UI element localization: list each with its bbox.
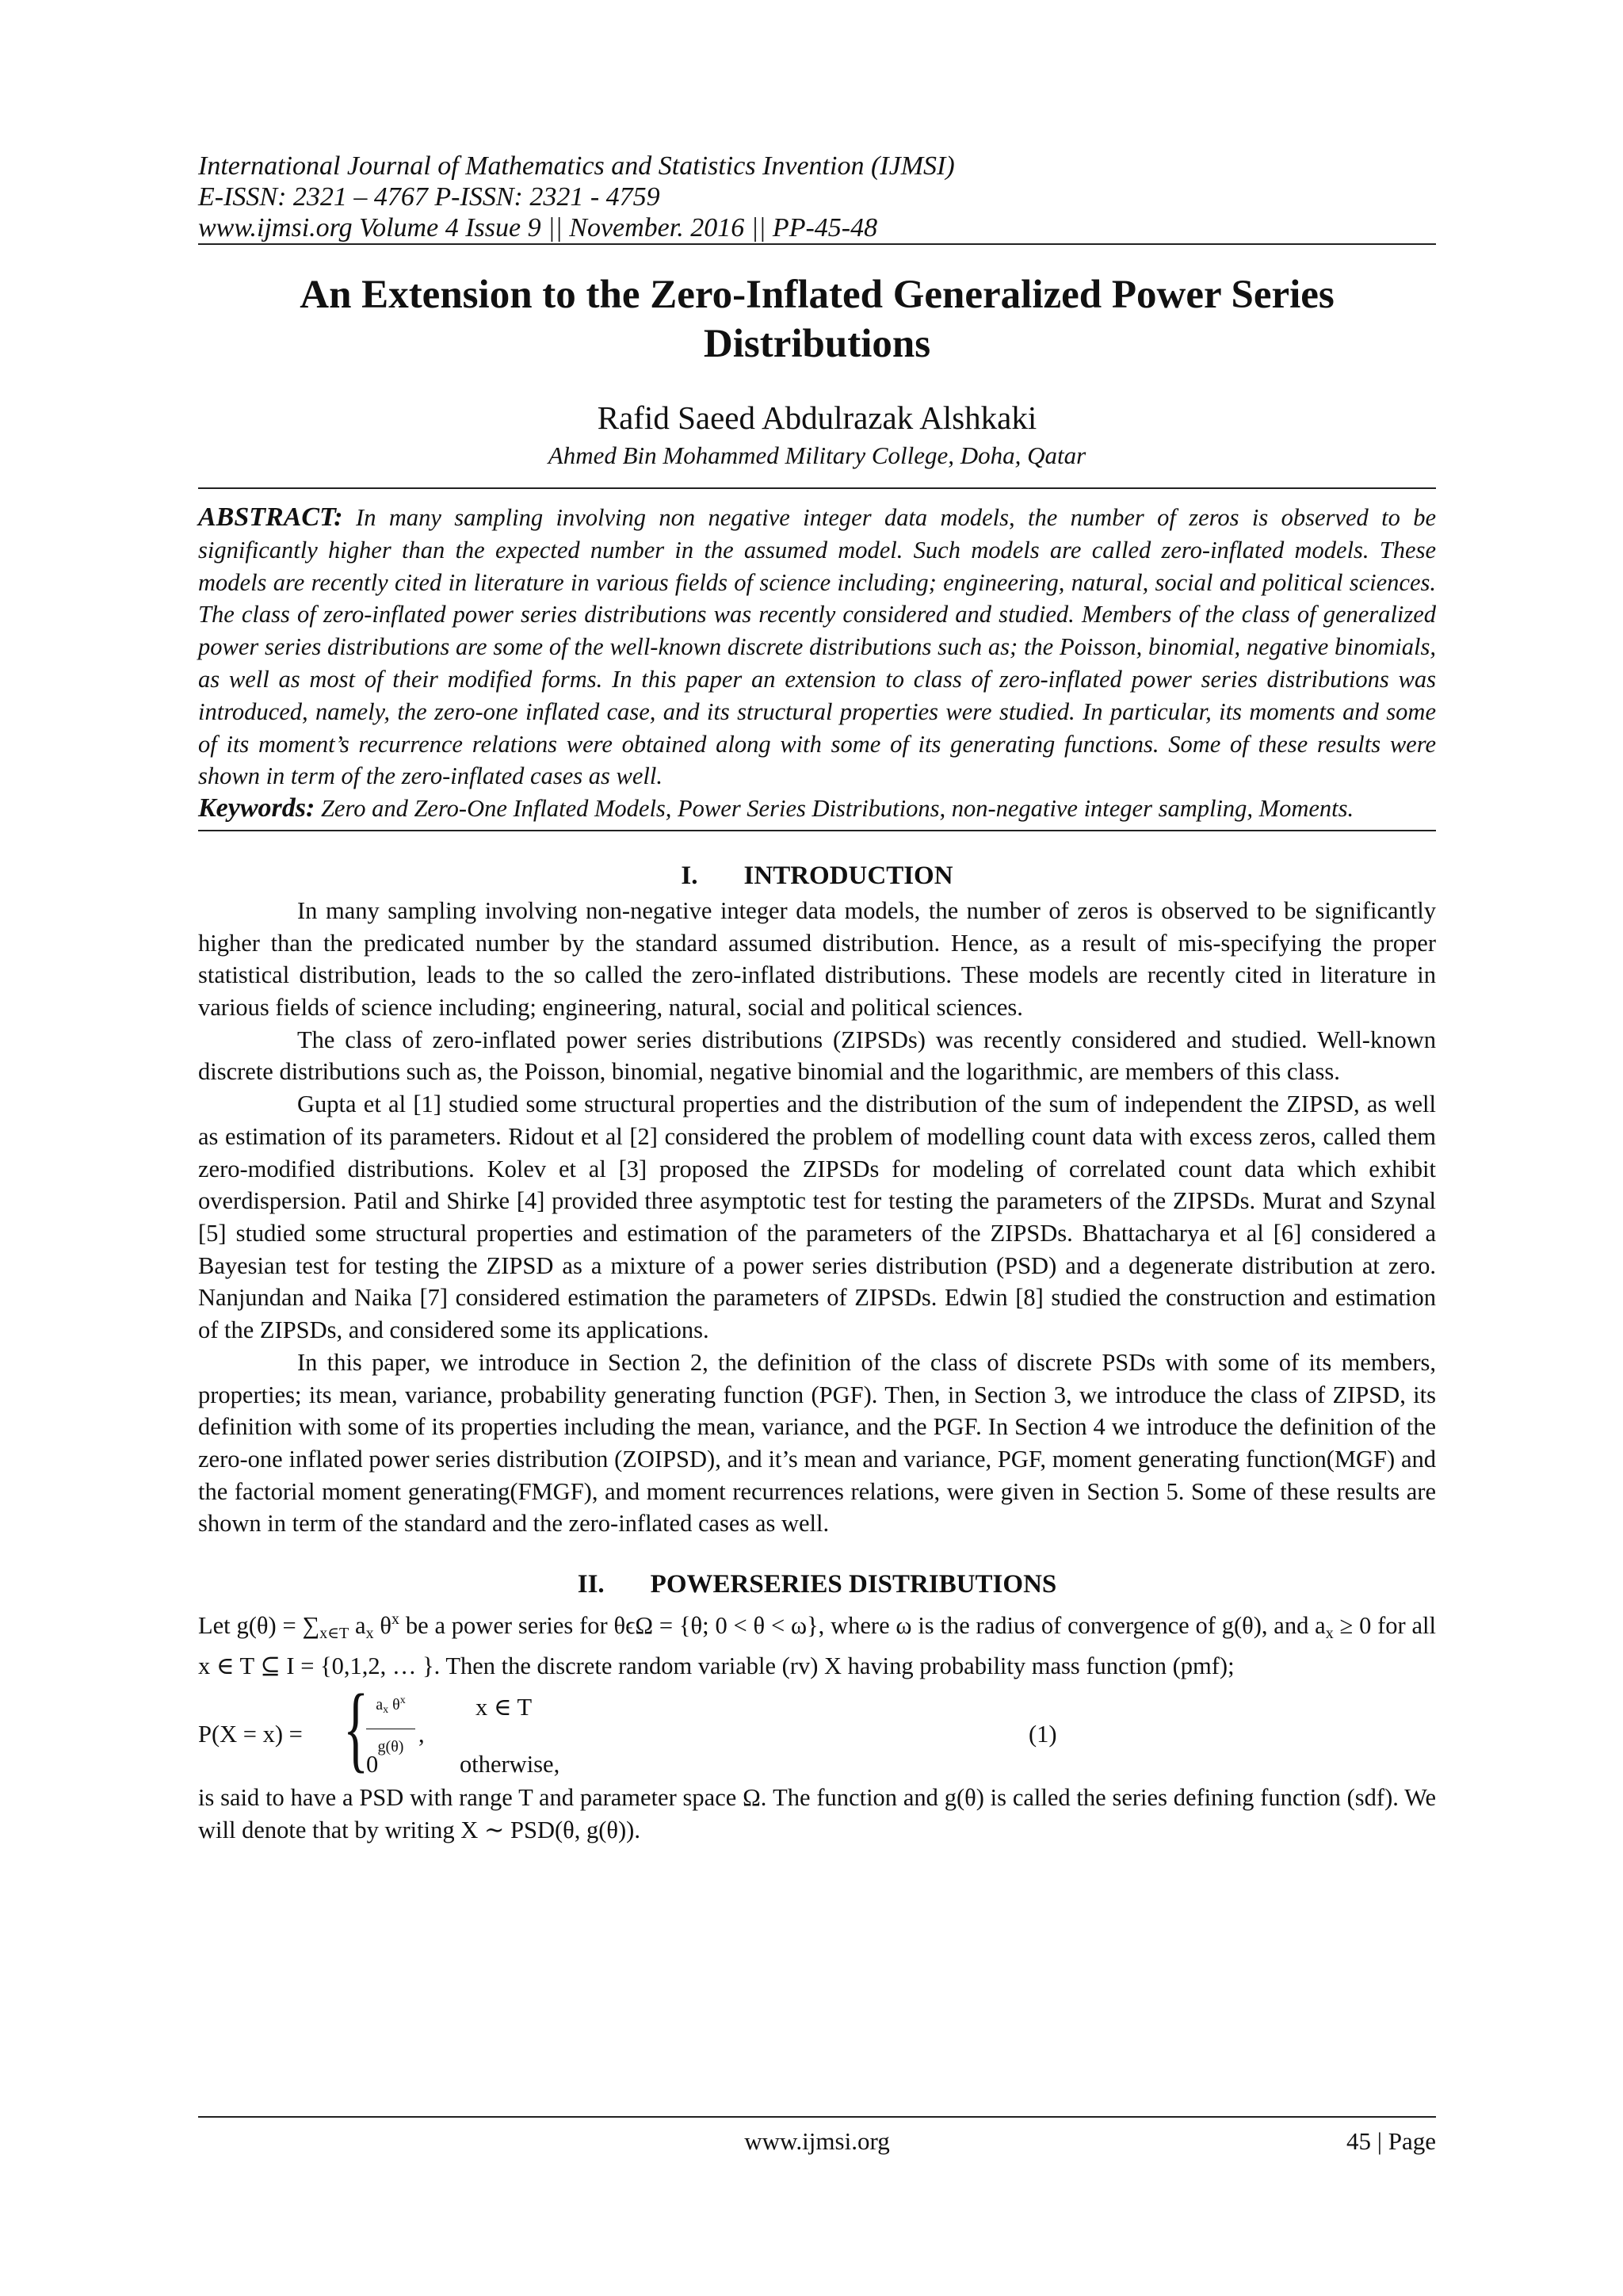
paragraph: In this paper, we introduce in Section 2, the definition of the class of discrete PSDs with some of its members, properties; its mean, variance, probability generating function (PGF). Then, in Section 3, we introduce the class of ZIPSD, its definition with some of its properties including the mean, variance, and the PGF. In Section 4 we introduce the definition of the zero-one inflated power series distribution (ZOIPSD), and it’s mean and variance, PGF, moment generating function(MGF) and the factorial moment generating(FMGF), and moment recurrences relations, were given in Section 5. Some of these results are shown in term of the standard and the zero-inflated cases as well. <box>198 1348 1436 1538</box>
paper-title: An Extension to the Zero-Inflated Generalized Power Series Distributions <box>300 273 1335 366</box>
equation-lhs: P(X = x) = <box>198 1721 303 1748</box>
equation-brace: { <box>343 1675 369 1782</box>
paragraph: Let $g(\theta) = \sum_{x\in T}$ $a_x$ $\theta^x$ be a power series for θϵΩ = {θ; 0 < θ < ω}, where ω is the radius of convergence of g(θ), and $a_x \ge 0$ for all x ∈ T ⊆ I = {0,1,2, … }. Then the discrete random variable (rv) X having probability mass function (pmf); <box>198 1610 1436 1679</box>
paper-page <box>198 151 1436 1847</box>
author-name: Rafid Saeed Abdulrazak Alshkaki <box>597 399 1037 436</box>
paragraph: is said to have a PSD with range T and parameter space Ω. The function and g(θ) is called the series defining function (sdf). We will denote that by writing X ∼ PSD(θ, g(θ)). <box>198 1784 1436 1844</box>
equation-case-2: otherwise, <box>460 1751 560 1778</box>
footer-site: www.ijmsi.org <box>744 2127 890 2155</box>
footer-rule <box>198 2116 1436 2118</box>
section-title: INTRODUCTION <box>743 861 953 890</box>
abstract-text: In many sampling involving non negative integer data models, the number of zeros is observed to be significantly higher than the expected number in the assumed model. Such models are called zero-inflated models. These models are recently cited in literature in various fields of science including; engineering, natural, social and political sciences. The class of zero-inflated power series distributions was recently considered and studied. Members of the class of generalized power series distributions are some of the well-known discrete distributions such as; the Poisson, binomial, negative binomials, as well as most of their modified forms. In this paper an extension to class of zero-inflated power series distributions was introduced, namely, the zero-one inflated case, and its structural properties were studied. In particular, its moments and some of its moment’s recurrence relations were obtained along with some of its generating functions. Some of these results were shown in term of the zero-inflated cases as well. <box>198 504 1437 790</box>
abstract-bottom-rule <box>198 830 1436 831</box>
power-series-body <box>198 1603 1436 1847</box>
fraction-denominator: g(θ) <box>377 1738 404 1756</box>
journal-volume: www.ijmsi.org Volume 4 Issue 9 || November. 2016 || PP-45-48 <box>198 213 878 243</box>
abstract-label: ABSTRACT: <box>198 502 343 532</box>
abstract-top-rule <box>198 487 1436 489</box>
section-heading-power-series <box>198 1568 1436 1600</box>
equation-zero: 0 <box>366 1751 379 1778</box>
page-footer <box>198 2116 1436 2155</box>
equation-comma: , <box>418 1721 425 1748</box>
section-number: II. <box>577 1570 605 1599</box>
keywords-label: Keywords: <box>198 793 315 823</box>
section-title: POWERSERIES DISTRIBUTIONS <box>650 1570 1057 1599</box>
paragraph: In many sampling involving non-negative integer data models, the number of zeros is observed to be significantly higher than the predicated number by the standard assumed distribution. Hence, as a result of mis-specifying the proper statistical distribution, leads to the so called the zero-inflated distributions. These models are recently cited in literature in various fields of science including; engineering, natural, social and political sciences. <box>198 896 1436 1022</box>
keywords-text: Zero and Zero-One Inflated Models, Power Series Distributions, non-negative integer sampling, Moments. <box>320 795 1354 823</box>
introduction-body <box>198 895 1436 1540</box>
section-number: I. <box>681 861 698 890</box>
paragraph: The class of zero-inflated power series distributions (ZIPSDs) was recently considered and studied. Well-known discrete distributions such as, the Poisson, binomial, negative binomial and the logarithmic, are members of this class. <box>198 1026 1436 1086</box>
journal-issn: E-ISSN: 2321 – 4767 P-ISSN: 2321 - 4759 <box>198 182 660 212</box>
paragraph: Gupta et al [1] studied some structural properties and the distribution of the sum of independent the ZIPSD, as well as estimation of its parameters. Ridout et al [2] considered the problem of modelling count data with excess zeros, called them zero-modified distributions. Kolev et al [3] proposed the ZIPSDs for modeling of correlated count data which exhibit overdispersion. Patil and Shirke [4] provided three asymptotic test for testing the parameters of the ZIPSDs. Murat and Szynal [5] studied some structural properties and estimation of the parameters of the ZIPSDs. Bhattacharya et al [6] considered a Bayesian test for testing the ZIPSD as a mixture of a power series distribution (PSD) and a degenerate distribution at zero. Nanjundan and Naika [7] considered estimation the parameters of ZIPSDs. Edwin [8] studied the construction and estimation of the ZIPSDs, and considered some its applications. <box>198 1091 1436 1344</box>
fraction-numerator: $a_x$ $\theta^x$ <box>376 1694 406 1717</box>
journal-name: International Journal of Mathematics and Statistics Invention (IJMSI) <box>198 151 955 181</box>
author-affiliation: Ahmed Bin Mohammed Military College, Doha, Qatar <box>548 441 1086 469</box>
equation-number: (1) <box>1029 1721 1057 1748</box>
abstract <box>198 502 1436 825</box>
header-rule <box>198 243 1436 245</box>
footer-page-number: 45 | Page <box>1346 2127 1436 2155</box>
section-heading-introduction <box>198 860 1436 892</box>
equation-1-pmf <box>198 1675 1436 1782</box>
journal-header <box>198 151 1436 243</box>
equation-case-1: x ∈ T <box>475 1694 533 1721</box>
